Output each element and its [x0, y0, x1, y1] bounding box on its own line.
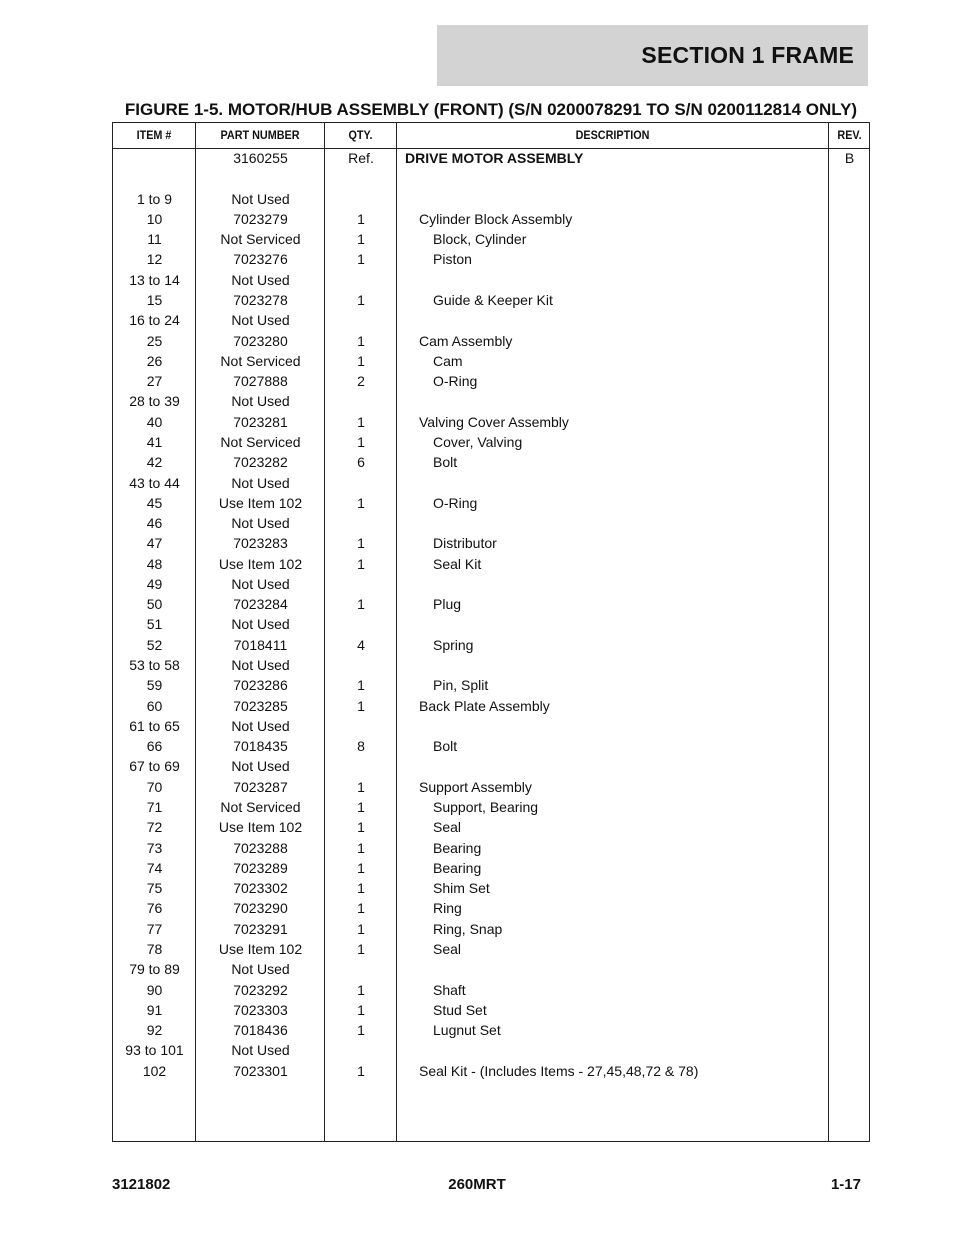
- item-number-cell: 1 to 9: [136, 190, 173, 207]
- quantity-cell: 1: [357, 778, 365, 795]
- description-cell: Spring: [433, 636, 474, 653]
- quantity-cell: 2: [357, 373, 365, 390]
- part-number-cell: 7023287: [233, 778, 288, 795]
- quantity-cell: 1: [357, 880, 365, 897]
- quantity-cell: 1: [357, 352, 365, 369]
- table-row: [113, 939, 869, 959]
- quantity-cell: 1: [357, 251, 365, 268]
- part-number-cell: 7023279: [233, 210, 288, 227]
- part-number-cell: Not Serviced: [220, 352, 301, 369]
- footer-document-number: 3121802: [112, 1176, 171, 1193]
- item-number-cell: 70: [146, 778, 163, 795]
- part-number-cell: Use Item 102: [218, 819, 303, 836]
- table-row: [113, 290, 869, 310]
- item-number-cell: 77: [146, 920, 163, 937]
- description-cell: Ring, Snap: [433, 920, 503, 937]
- part-number-cell: 7023282: [233, 454, 288, 471]
- quantity-cell: 1: [357, 413, 365, 430]
- item-number-cell: 47: [146, 535, 163, 552]
- item-number-cell: 52: [146, 636, 163, 653]
- section-title: SECTION 1 FRAME: [641, 42, 854, 68]
- item-number-cell: 67 to 69: [129, 758, 180, 775]
- part-number-cell: 7023280: [233, 332, 288, 349]
- description-cell: Cam: [433, 352, 463, 369]
- part-number-cell: Not Used: [231, 393, 290, 410]
- table-row: [113, 716, 869, 736]
- part-number-cell: Not Used: [231, 961, 290, 978]
- quantity-cell: 1: [357, 900, 365, 917]
- part-number-cell: 7023291: [233, 920, 288, 937]
- item-number-cell: 43 to 44: [129, 474, 180, 491]
- description-cell: Shim Set: [433, 880, 490, 897]
- table-row: [113, 513, 869, 533]
- table-row: [113, 635, 869, 655]
- table-row: [113, 148, 869, 168]
- item-number-cell: 74: [146, 859, 163, 876]
- table-row: [113, 168, 869, 188]
- item-number-cell: 92: [146, 1022, 163, 1038]
- table-row: [113, 655, 869, 675]
- item-number-cell: 16 to 24: [129, 312, 180, 329]
- footer-page-number: 1-17: [830, 1176, 861, 1193]
- item-number-cell: 25: [146, 332, 163, 349]
- table-row: [113, 675, 869, 695]
- table-row: [113, 391, 869, 411]
- item-number-cell: 42: [146, 454, 163, 471]
- table-row: [113, 270, 869, 290]
- part-number-cell: 7027888: [233, 373, 288, 390]
- part-number-cell: 7023302: [233, 880, 288, 897]
- description-cell: Bolt: [433, 454, 458, 471]
- part-number-cell: Not Serviced: [220, 799, 301, 815]
- part-number-cell: Use Item 102: [218, 940, 303, 957]
- part-number-cell: Not Used: [231, 717, 290, 734]
- part-number-cell: Not Used: [231, 312, 290, 329]
- quantity-cell: 1: [357, 535, 365, 552]
- part-number-cell: 7018436: [233, 1022, 288, 1038]
- table-row: [113, 209, 869, 229]
- quantity-cell: 1: [357, 1022, 365, 1038]
- table-row: [113, 797, 869, 817]
- part-number-cell: Not Serviced: [220, 231, 301, 248]
- description-cell: Block, Cylinder: [433, 231, 527, 248]
- part-number-cell: Not Used: [231, 616, 290, 633]
- item-number-cell: 71: [146, 799, 163, 815]
- description-cell: Distributor: [433, 535, 497, 552]
- description-cell: Valving Cover Assembly: [419, 413, 569, 430]
- quantity-cell: 1: [357, 433, 365, 450]
- table-row: [113, 1040, 869, 1060]
- quantity-cell: 1: [357, 839, 365, 856]
- part-number-cell: 7023283: [233, 535, 288, 552]
- description-cell: Stud Set: [433, 1001, 487, 1018]
- table-row: [113, 1061, 869, 1081]
- revision-cell: B: [844, 150, 855, 166]
- table-row: [113, 351, 869, 371]
- item-number-cell: 41: [146, 433, 163, 450]
- quantity-cell: 1: [357, 981, 365, 998]
- part-number-cell: 7023286: [233, 677, 288, 694]
- table-row: [113, 696, 869, 716]
- quantity-cell: 1: [357, 940, 365, 957]
- item-number-cell: 75: [146, 880, 163, 897]
- part-number-cell: Use Item 102: [218, 494, 303, 511]
- table-row: [113, 756, 869, 776]
- part-number-cell: 7023281: [233, 413, 288, 430]
- item-number-cell: 72: [146, 819, 163, 836]
- item-number-cell: 90: [146, 981, 163, 998]
- quantity-cell: 1: [357, 920, 365, 937]
- table-row: [113, 817, 869, 837]
- quantity-cell: 1: [357, 292, 365, 308]
- description-cell: O-Ring: [433, 373, 478, 390]
- description-cell: Seal: [433, 819, 462, 836]
- table-row: [113, 331, 869, 351]
- description-cell: Guide & Keeper Kit: [433, 292, 553, 308]
- table-row: [113, 980, 869, 1000]
- part-number-cell: Use Item 102: [218, 555, 303, 572]
- description-cell: Cover, Valving: [433, 433, 523, 450]
- part-number-cell: 7023301: [233, 1062, 288, 1079]
- table-row: [113, 736, 869, 756]
- description-cell: Seal Kit: [433, 555, 482, 572]
- table-row: [113, 959, 869, 979]
- part-number-cell: 7023276: [233, 251, 288, 268]
- description-cell: Pin, Split: [433, 677, 489, 694]
- part-number-cell: 7023289: [233, 859, 288, 876]
- quantity-cell: 1: [357, 799, 365, 815]
- column-header-part-number: PART NUMBER: [220, 128, 300, 142]
- table-row: [113, 310, 869, 330]
- quantity-cell: 1: [357, 555, 365, 572]
- quantity-cell: 1: [357, 677, 365, 694]
- part-number-cell: 7023290: [233, 900, 288, 917]
- table-row: [113, 412, 869, 432]
- item-number-cell: 13 to 14: [129, 271, 180, 288]
- column-header-qty: QTY.: [348, 128, 373, 142]
- description-cell: DRIVE MOTOR ASSEMBLY: [405, 150, 584, 166]
- table-row: [113, 229, 869, 249]
- part-number-cell: 7023303: [233, 1001, 288, 1018]
- table-row: [113, 898, 869, 918]
- item-number-cell: 78: [146, 940, 163, 957]
- quantity-cell: 1: [357, 819, 365, 836]
- table-row: [113, 614, 869, 634]
- table-row: [113, 554, 869, 574]
- table-row: [113, 473, 869, 493]
- item-number-cell: 91: [146, 1001, 163, 1018]
- item-number-cell: 11: [147, 231, 162, 248]
- description-cell: Support Assembly: [419, 778, 532, 795]
- quantity-cell: 1: [357, 596, 365, 613]
- part-number-cell: 7018411: [233, 636, 288, 653]
- table-row: [113, 249, 869, 269]
- item-number-cell: 12: [146, 251, 163, 268]
- description-cell: Seal: [433, 940, 462, 957]
- table-row: [113, 189, 869, 209]
- quantity-cell: 6: [357, 454, 365, 471]
- part-number-cell: 7023285: [233, 697, 288, 714]
- table-row: [113, 919, 869, 939]
- part-number-cell: Not Used: [231, 575, 290, 592]
- item-number-cell: 51: [146, 616, 163, 633]
- part-number-cell: 3160255: [233, 150, 288, 166]
- item-number-cell: 50: [146, 596, 163, 613]
- column-header-rev: REV.: [837, 128, 862, 142]
- quantity-cell: 1: [357, 1001, 365, 1018]
- item-number-cell: 79 to 89: [129, 961, 180, 978]
- part-number-cell: Not Used: [231, 515, 290, 531]
- description-cell: Bolt: [433, 738, 458, 755]
- item-number-cell: 49: [146, 575, 163, 592]
- part-number-cell: 7018435: [233, 738, 288, 755]
- item-number-cell: 73: [146, 839, 163, 856]
- parts-table: [112, 122, 870, 1142]
- description-cell: Cam Assembly: [419, 332, 513, 349]
- table-row: [113, 777, 869, 797]
- table-row: [113, 432, 869, 452]
- description-cell: Seal Kit - (Includes Items - 27,45,48,72 & 78): [419, 1062, 699, 1079]
- figure-title: FIGURE 1-5. MOTOR/HUB ASSEMBLY (FRONT) (S/N 0200078291 TO S/N 0200112814 ONLY): [124, 100, 858, 119]
- table-row: [113, 574, 869, 594]
- item-number-cell: 76: [146, 900, 163, 917]
- part-number-cell: 7023278: [233, 292, 288, 308]
- description-cell: Ring: [433, 900, 462, 917]
- table-row: [113, 858, 869, 878]
- part-number-cell: Not Used: [231, 190, 290, 207]
- part-number-cell: 7023288: [233, 839, 288, 856]
- table-row: [113, 493, 869, 513]
- quantity-cell: 1: [357, 1062, 365, 1079]
- part-number-cell: 7023284: [233, 596, 288, 613]
- part-number-cell: Not Serviced: [220, 433, 301, 450]
- quantity-cell: 1: [357, 859, 365, 876]
- column-header-item: ITEM #: [136, 128, 172, 142]
- table-row: [113, 371, 869, 391]
- table-row: [113, 1000, 869, 1020]
- item-number-cell: 26: [146, 352, 163, 369]
- item-number-cell: 59: [146, 677, 163, 694]
- description-cell: Shaft: [433, 981, 466, 998]
- quantity-cell: 1: [357, 332, 365, 349]
- item-number-cell: 48: [146, 555, 163, 572]
- item-number-cell: 15: [146, 292, 163, 308]
- quantity-cell: 1: [357, 697, 365, 714]
- part-number-cell: Not Used: [231, 1042, 290, 1059]
- quantity-cell: 1: [357, 210, 365, 227]
- item-number-cell: 66: [146, 738, 163, 755]
- item-number-cell: 40: [146, 413, 163, 430]
- table-row: [113, 838, 869, 858]
- item-number-cell: 102: [142, 1062, 167, 1079]
- quantity-cell: 1: [357, 231, 365, 248]
- column-header-description: DESCRIPTION: [575, 128, 650, 142]
- description-cell: Plug: [433, 596, 462, 613]
- quantity-cell: 8: [357, 738, 365, 755]
- table-row: [113, 1020, 869, 1040]
- item-number-cell: 93 to 101: [125, 1042, 184, 1059]
- table-row: [113, 452, 869, 472]
- item-number-cell: 10: [146, 210, 163, 227]
- description-cell: Back Plate Assembly: [419, 697, 550, 714]
- description-cell: Lugnut Set: [433, 1022, 501, 1038]
- quantity-cell: Ref.: [348, 150, 374, 166]
- table-row: [113, 878, 869, 898]
- part-number-cell: Not Used: [231, 474, 290, 491]
- description-cell: Bearing: [433, 839, 482, 856]
- part-number-cell: Not Used: [231, 271, 290, 288]
- section-banner: [437, 25, 868, 86]
- description-cell: O-Ring: [433, 494, 478, 511]
- description-cell: Piston: [433, 251, 472, 268]
- part-number-cell: 7023292: [233, 981, 288, 998]
- part-number-cell: Not Used: [231, 758, 290, 775]
- description-cell: Support, Bearing: [433, 799, 539, 815]
- table-row: [113, 594, 869, 614]
- quantity-cell: 1: [357, 494, 365, 511]
- item-number-cell: 60: [146, 697, 163, 714]
- item-number-cell: 53 to 58: [129, 657, 180, 673]
- item-number-cell: 61 to 65: [129, 717, 180, 734]
- footer-model: 260MRT: [448, 1176, 506, 1193]
- quantity-cell: 4: [357, 636, 365, 653]
- part-number-cell: Not Used: [231, 657, 290, 673]
- item-number-cell: 45: [146, 494, 163, 511]
- item-number-cell: 46: [146, 515, 163, 531]
- item-number-cell: 28 to 39: [129, 393, 180, 410]
- table-row: [113, 533, 869, 553]
- item-number-cell: 27: [146, 373, 163, 390]
- description-cell: Bearing: [433, 859, 482, 876]
- description-cell: Cylinder Block Assembly: [419, 210, 573, 227]
